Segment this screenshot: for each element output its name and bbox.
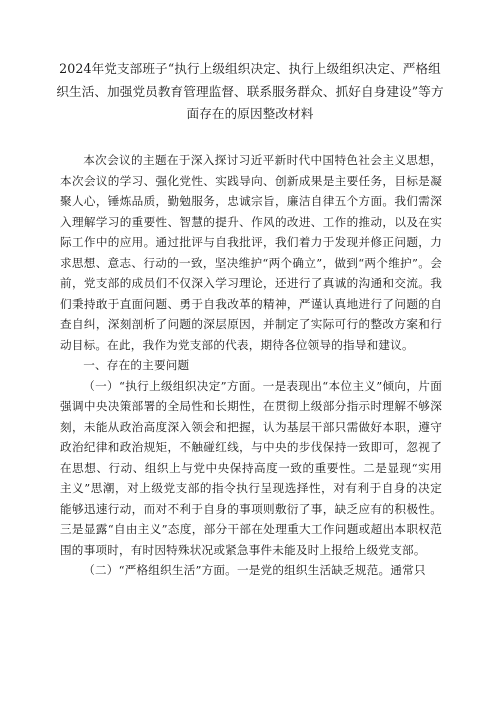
- item-1-paragraph: （一）“执行上级组织决定”方面。一是表现出“本位主义”倾向，片面强调中央决策部署的全局性和长期性，在贯彻上级部分指示时理解不够深刻，未能从政治高度深入领会和把握，认为基层干部只需做好本职，遵守政治纪律和政治规矩，不触碰红线，与中央的步伐保持一致即可，忽视了在思想、行动、组织上与党中央保持高度一致的重要性。二是显现“实用主义”思潮，对上级党支部的指令执行呈现选择性，对有利于自身的决定能够迅速行动，而对不利于自身的事项则敷衍了事，缺乏应有的积极性。三是显露“自由主义”态度，部分干部在处理重大工作问题或超出本职权范围的事项时，有时因特殊状况或紧急事件未能及时上报给上级党支部。: [60, 378, 442, 557]
- intro-paragraph: 本次会议的主题在于深入探讨习近平新时代中国特色社会主义思想，本次会议的学习、强化党性、实践导向、创新成果是主要任务，目标是凝聚人心，锤炼品质，勤勉服务，忠诚宗旨，廉洁自律五个方面。我们需深入理解学习的重要性、智慧的提升、作风的改进、工作的推动，以及在实际工作中的应用。通过批评与自我批评，我们着力于发现并修正问题，力求思想、意志、行动的一致，坚决维护“两个确立”，做到“两个维护”。会前，党支部的成员们不仅深入学习理论，还进行了真诚的沟通和交流。我们秉持敢于直面问题、勇于自我改革的精神，严谨认真地进行了问题的自查自纠，深刻剖析了问题的深层原因，并制定了实际可行的整改方案和行动目标。在此，我作为党支部的代表，期待各位领导的指导和建议。: [60, 153, 442, 352]
- document-title: 2024年党支部班子“执行上级组织决定、执行上级组织决定、严格组织生活、加强党员教育管理监督、联系服务群众、抓好自身建设”等方面存在的原因整改材料: [56, 61, 444, 121]
- document-body: [60, 150, 442, 581]
- section-heading: 一、存在的主要问题: [83, 358, 190, 372]
- item-2-paragraph: （二）“严格组织生活”方面。一是党的组织生活缺乏规范。通常只: [83, 563, 426, 577]
